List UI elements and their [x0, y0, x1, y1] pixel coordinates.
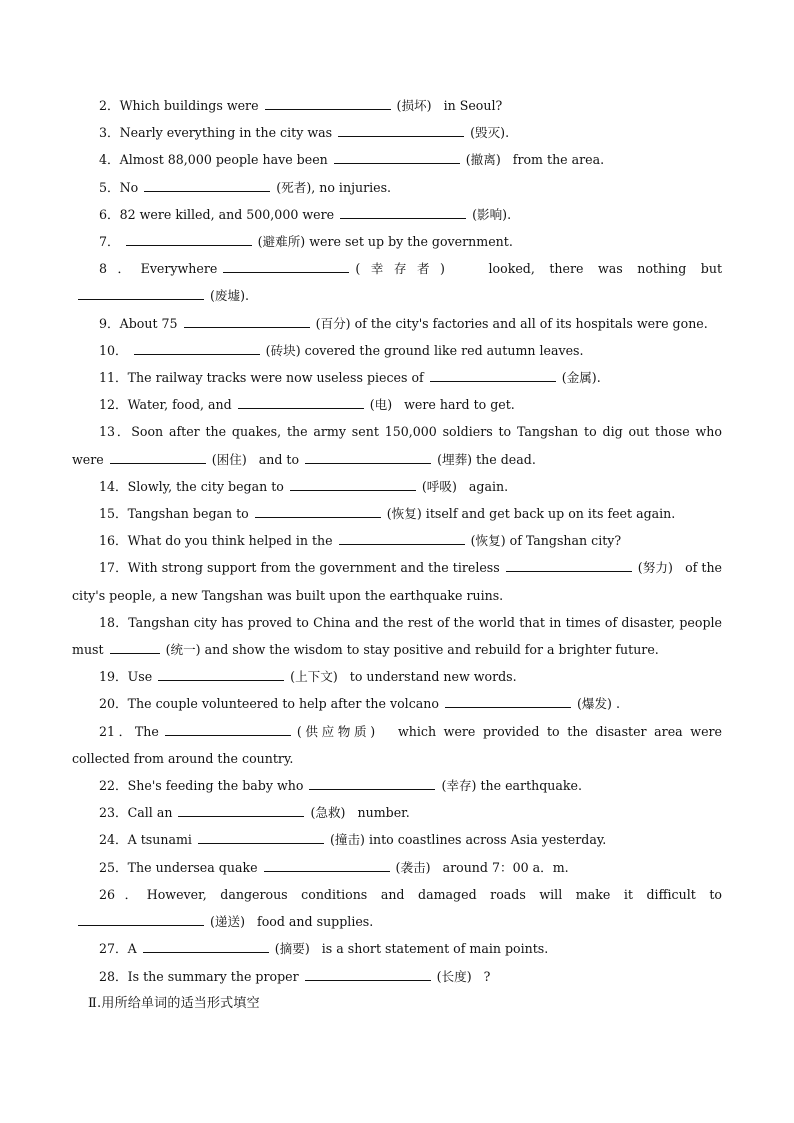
answer-blank[interactable]	[158, 668, 284, 681]
answer-blank[interactable]	[430, 369, 556, 382]
question-item: 7． (避难所) were set up by the government.	[99, 234, 513, 250]
answer-blank[interactable]	[144, 179, 270, 192]
question-item: 3．Nearly everything in the city was (毁灭).	[99, 125, 510, 141]
answer-blank[interactable]	[110, 641, 160, 654]
question-item: 5．No (死者), no injuries.	[99, 179, 392, 195]
answer-blank[interactable]	[78, 913, 204, 926]
answer-blank[interactable]	[143, 940, 269, 953]
question-item: 9．About 75 (百分) of the city's factories and all of its hospitals were gone.	[99, 315, 708, 331]
answer-blank[interactable]	[506, 559, 632, 572]
question-item: 2．Which buildings were (损坏) in Seoul?	[99, 98, 503, 113]
answer-blank[interactable]	[305, 451, 431, 464]
answer-blank[interactable]	[334, 151, 460, 164]
question-item: 11．The railway tracks were now useless pieces of (金属).	[99, 370, 601, 386]
answer-blank[interactable]	[198, 831, 324, 844]
question-item: 6．82 were killed, and 500,000 were (影响).	[99, 206, 512, 222]
question-item: 18．Tangshan city has proved to China and the rest of the world that in times of disaster, people must (统一) and show the wisdom to stay positive and rebuild for a brighter future.	[72, 614, 723, 658]
answer-blank[interactable]	[126, 233, 252, 246]
answer-blank[interactable]	[238, 396, 364, 409]
question-item: 20．The couple volunteered to help after the volcano (爆发) .	[99, 696, 620, 712]
answer-blank[interactable]	[255, 505, 381, 518]
answer-blank[interactable]	[305, 968, 431, 981]
question-item: 12．Water, food, and (电) were hard to get.	[99, 397, 515, 413]
answer-blank[interactable]	[340, 206, 466, 219]
answer-blank[interactable]	[264, 859, 390, 872]
answer-blank[interactable]	[165, 723, 291, 736]
question-item: 4．Almost 88,000 people have been (撤离) from the area.	[99, 152, 605, 168]
question-item: 19．Use (上下文) to understand new words.	[99, 669, 517, 685]
question-item: 13．Soon after the quakes, the army sent 150,000 soldiers to Tangshan to dig out those who were (困住) and to (埋葬) the dead.	[72, 424, 722, 467]
question-item: 8．Everywhere (幸存者) looked, there was nothing but(废墟).	[72, 255, 722, 309]
question-item: 26．However, dangerous conditions and damaged roads will make it difficult to(递送) food and supplies.	[72, 881, 722, 935]
section-title: Ⅱ.用所给单词的适当形式填空	[88, 995, 260, 1011]
answer-blank[interactable]	[339, 532, 465, 545]
question-item: 21．The (供应物质) which were provided to the disaster area were collected from around the country.	[72, 723, 722, 766]
question-item: 17．With strong support from the government and the tireless (努力) of the city's people, a new Tangshan was built upon the earthquake ruins.	[72, 560, 723, 603]
answer-blank[interactable]	[338, 124, 464, 137]
answer-blank[interactable]	[134, 342, 260, 355]
question-item: 27．A (摘要) is a short statement of main points.	[99, 941, 549, 957]
question-item: 10． (砖块) covered the ground like red autumn leaves.	[99, 342, 584, 358]
question-item: 28．Is the summary the proper (长度) ?	[99, 968, 491, 984]
answer-blank[interactable]	[184, 315, 310, 328]
question-item: 15．Tangshan began to (恢复) itself and get back up on its feet again.	[99, 506, 676, 522]
answer-blank[interactable]	[110, 451, 206, 464]
answer-blank[interactable]	[223, 260, 349, 273]
answer-blank[interactable]	[178, 804, 304, 817]
answer-blank[interactable]	[445, 695, 571, 708]
question-item: 25．The undersea quake (袭击) around 7：00 a．m.	[99, 859, 569, 875]
answer-blank[interactable]	[78, 287, 204, 300]
answer-blank[interactable]	[265, 97, 391, 110]
answer-blank[interactable]	[290, 478, 416, 491]
question-item: 16．What do you think helped in the (恢复) of Tangshan city?	[99, 533, 622, 549]
question-item: 22．She's feeding the baby who (幸存) the earthquake.	[99, 778, 583, 794]
question-list	[72, 92, 722, 1017]
answer-blank[interactable]	[309, 777, 435, 790]
question-item: 14．Slowly, the city began to (呼吸) again.	[99, 478, 509, 494]
question-item: 23．Call an (急救) number.	[99, 805, 410, 821]
question-item: 24．A tsunami (撞击) into coastlines across Asia yesterday.	[99, 832, 607, 848]
